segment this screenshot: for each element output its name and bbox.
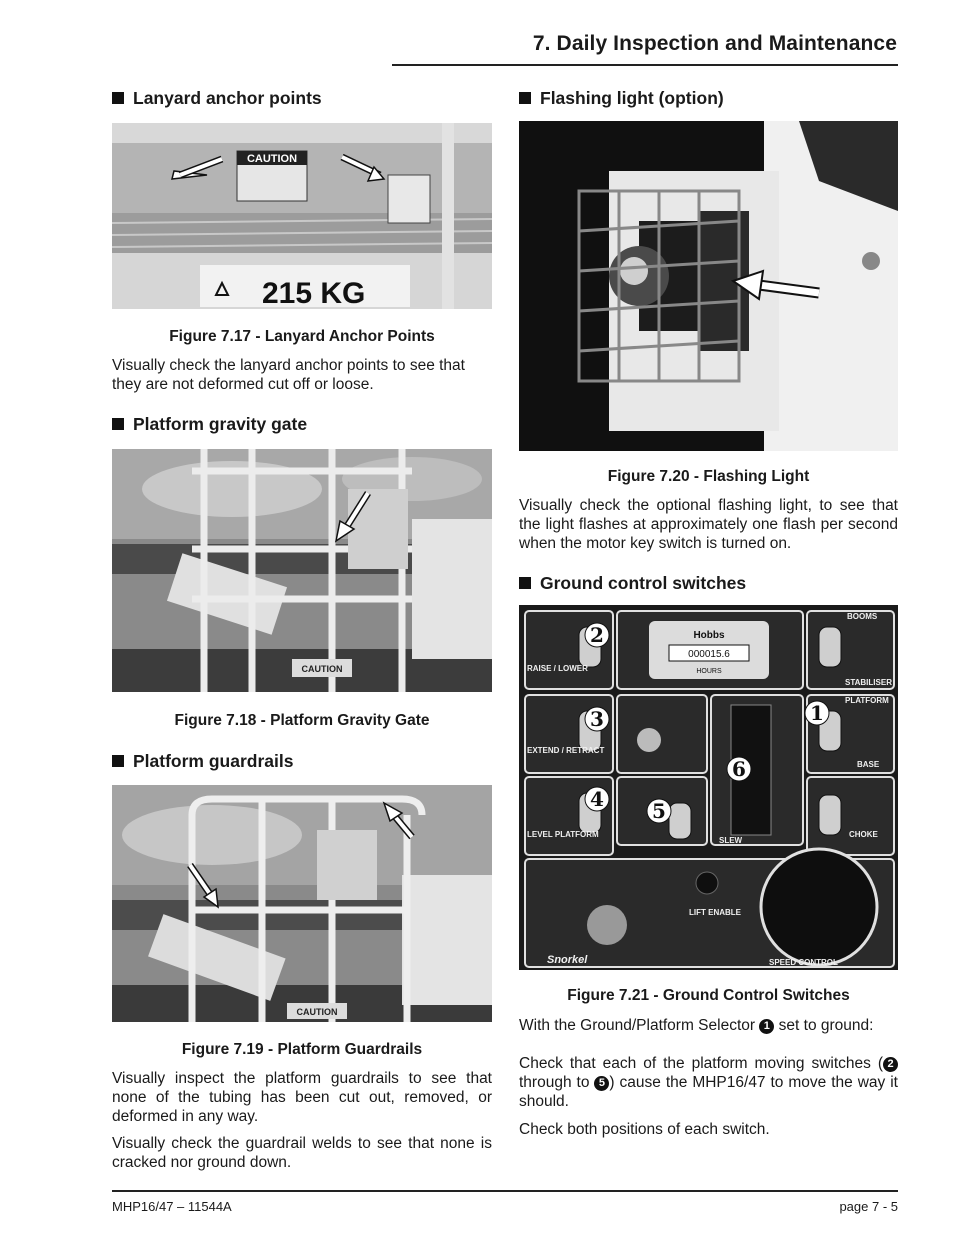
- raise-lower-label: RAISE / LOWER: [527, 664, 588, 673]
- ground-text-b3: ) cause the MHP16/47 to move the way it should.: [519, 1074, 898, 1110]
- booms-label: BOOMS: [847, 612, 878, 621]
- bullet-square-icon: [112, 418, 124, 430]
- slew-label: SLEW: [719, 836, 743, 845]
- bullet-square-icon: [519, 92, 531, 104]
- figure-7-19-caption: Figure 7.19 - Platform Guardrails: [181, 1041, 423, 1058]
- figure-7-21-caption: Figure 7.21 - Ground Control Switches: [567, 987, 850, 1004]
- guardrails-caution-label: CAUTION: [296, 1007, 338, 1017]
- flashing-heading-text: Flashing light (option): [540, 88, 724, 108]
- platform-label: PLATFORM: [845, 696, 889, 705]
- gate-heading-text: Platform gravity gate: [133, 414, 308, 434]
- base-label: BASE: [857, 760, 880, 769]
- stabiliser-label: STABILISER: [845, 678, 892, 687]
- callout-2: 2: [590, 623, 604, 647]
- footer-document-id: MHP16/47 – 11544A: [112, 1199, 232, 1214]
- header-rule: [392, 64, 898, 66]
- lanyard-text: Visually check the lanyard anchor points to see that they are not deformed cut off or loose.: [112, 357, 465, 393]
- ground-text-a2: set to ground:: [778, 1017, 874, 1034]
- callout-4: 4: [590, 787, 604, 811]
- ground-text-b2: through to: [519, 1074, 590, 1091]
- guardrails-text-1: Visually inspect the platform guardrails to see that none of the tubing has been cut out, removed, or deformed in any way.: [112, 1070, 492, 1125]
- speed-control-label: SPEED CONTROL: [769, 958, 838, 967]
- bullet-square-icon: [112, 755, 124, 767]
- guardrails-text-2: Visually check the guardrail welds to see that none is cracked nor ground down.: [112, 1135, 492, 1171]
- lift-enable-label: LIFT ENABLE: [689, 908, 741, 917]
- ground-control-photo: [519, 605, 898, 970]
- ground-text-check: [519, 1054, 898, 1111]
- ground-text-a1: With the Ground/Platform Selector: [519, 1017, 756, 1034]
- ground-text-selector: [519, 1016, 898, 1035]
- page-header-title: 7. Daily Inspection and Maintenance: [532, 32, 897, 55]
- lanyard-heading-text: Lanyard anchor points: [133, 88, 322, 108]
- bullet-square-icon: [519, 577, 531, 589]
- footer-rule: [112, 1190, 898, 1192]
- footer-page-number: page 7 - 5: [839, 1199, 898, 1214]
- lanyard-load-label: 215 KG: [262, 277, 366, 309]
- gate-caution-label: CAUTION: [301, 664, 343, 674]
- ground-text-both-positions: Check both positions of each switch.: [519, 1121, 770, 1138]
- lanyard-photo: [112, 123, 492, 309]
- flashing-photo: [519, 121, 898, 451]
- figure-7-20-caption: Figure 7.20 - Flashing Light: [607, 468, 810, 485]
- gate-heading: [112, 414, 307, 435]
- figure-7-18-caption: Figure 7.18 - Platform Gravity Gate: [174, 712, 430, 729]
- figure-7-17-caption: Figure 7.17 - Lanyard Anchor Points: [169, 328, 435, 345]
- snorkel-logo: Snorkel: [547, 954, 588, 966]
- ground-text-b1: Check that each of the platform moving switches (: [519, 1055, 883, 1072]
- callout-6: 6: [732, 757, 746, 781]
- callout-1: 1: [810, 701, 824, 725]
- guardrails-heading: [112, 751, 293, 772]
- guardrails-heading-text: Platform guardrails: [133, 751, 294, 771]
- hours-label: HOURS: [696, 668, 722, 675]
- callout-5: 5: [652, 799, 666, 823]
- guardrails-photo: [112, 785, 492, 1022]
- ground-heading: [519, 573, 746, 594]
- flashing-text: Visually check the optional flashing light, to see that the light flashes at approximately one flash per second when the motor key switch is turned on.: [519, 497, 898, 552]
- gate-photo: [112, 449, 492, 692]
- extend-retract-label: EXTEND / RETRACT: [527, 746, 605, 755]
- level-platform-label: LEVEL PLATFORM: [527, 830, 599, 839]
- flashing-heading: [519, 88, 724, 109]
- choke-label: CHOKE: [849, 830, 878, 839]
- callout-3: 3: [590, 707, 604, 731]
- ground-heading-text: Ground control switches: [540, 573, 747, 593]
- hobbs-label: Hobbs: [693, 630, 725, 641]
- circled-number-2: 2: [883, 1057, 898, 1072]
- hour-meter-value: 000015.6: [688, 649, 730, 660]
- lanyard-heading: [112, 88, 322, 109]
- bullet-square-icon: [112, 92, 124, 104]
- lanyard-caution-label: CAUTION: [246, 153, 298, 165]
- circled-number-5: 5: [594, 1076, 609, 1091]
- circled-number-1: 1: [759, 1019, 774, 1034]
